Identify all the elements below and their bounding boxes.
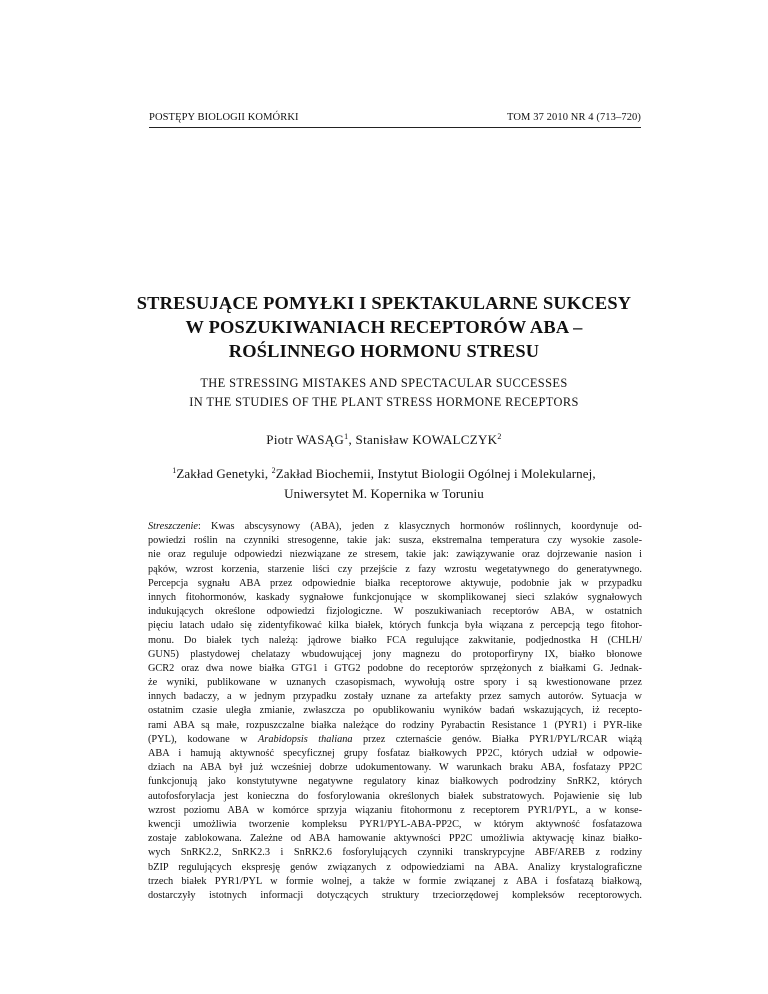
title-english-line-2: IN THE STUDIES OF THE PLANT STRESS HORMONE RECEPTORS	[189, 395, 579, 409]
abstract-text: trzech białek PYR1/PYL w formie wolnej, a także w formie związanej z ABA i fosfatazą białkową,	[148, 875, 642, 887]
abstract-text: nie oraz reguluje odpowiedzi niezwiązane ze stresem, takie jak: zawiązywanie oraz dojrzewanie nasion i	[148, 549, 642, 561]
title-english	[130, 374, 638, 412]
title-polish	[130, 291, 638, 363]
author-separator: ,	[348, 432, 356, 447]
abstract-line	[148, 875, 642, 889]
abstract-text: GUN5) plastydowej chelatazy wbudowującej jony magnezu do protoporfiryny IX, białko błonowe	[148, 648, 642, 660]
abstract-text: indukujących określone odpowiedzi fizjologiczne. W poszukiwaniach receptorów ABA, w ostatnich	[148, 606, 642, 618]
abstract-text: autofosforylacja jest konieczna do fosforylowania określonych białek substratowych. Pojawienie się lub	[148, 790, 642, 802]
abstract-line	[148, 861, 642, 875]
abstract-text: innych fitohormonów, kaskady sygnałowe funkcjonujące w skomplikowanej sieci szlaków sygnałowych	[148, 591, 642, 603]
abstract-text: monu. Do białek tych należą: jądrowe białko FCA regulujące zakwitanie, podjednostka H (CHLH/	[148, 634, 642, 646]
abstract-line	[148, 548, 642, 562]
header-rule	[149, 127, 641, 128]
abstract-italic-term: Arabidopsis thaliana	[258, 733, 353, 745]
abstract	[148, 520, 642, 903]
abstract-line	[148, 634, 642, 648]
abstract-text: funkcjonują jako konstytutywne negatywne regulatory kinaz białkowych podrodziny SnRK2, których	[148, 776, 642, 788]
abstract-line	[148, 619, 642, 633]
author-2: Stanisław KOWALCZYK	[355, 432, 498, 447]
abstract-line	[148, 591, 642, 605]
abstract-text: wzrost poziomu ABA w komórce sprzyja wiązaniu fitohormonu z receptorem PYR1/PYL, a w konse-	[148, 804, 642, 816]
volume-info: TOM 37 2010 NR 4 (713–720)	[507, 112, 641, 123]
abstract-text: innych badaczy, a w jednym przypadku zostały uznane za artefakty przez samych autorów. Sytuacja w	[148, 691, 642, 703]
abstract-text: pięciu latach udało się zidentyfikować kilka białek, których funkcja była wiązana z percepcją tego fitohor-	[148, 620, 642, 632]
abstract-line	[148, 605, 642, 619]
title-english-line-1: THE STRESSING MISTAKES AND SPECTACULAR SUCCESSES	[200, 376, 568, 390]
abstract-text: : Kwas abscysynowy (ABA), jeden z klasycznych hormonów roślinnych, koordynuje od-	[197, 521, 642, 532]
author-1-affiliation-mark: 1	[344, 432, 349, 441]
abstract-line	[148, 534, 642, 548]
abstract-text: zostaje zablokowana. Zależne od ABA hamowanie aktywności PP2C umożliwia aktywację kinaz białko-	[148, 833, 642, 845]
title-polish-line-3: ROŚLINNEGO HORMONU STRESU	[228, 341, 540, 361]
abstract-text: GCR2 oraz dwa nowe białka GTG1 i GTG2 podobne do receptorów sprzężonych z białkami G. Jednak-	[148, 662, 642, 674]
abstract-line	[148, 719, 642, 733]
abstract-line	[148, 648, 642, 662]
abstract-text: dziach na ABA był już wcześniej dobrze udokumentowany. W warunkach braku ABA, fosfatazy PP2C	[148, 762, 642, 774]
affiliation-1: Zakład Genetyki,	[176, 466, 272, 481]
title-polish-line-1: STRESUJĄCE POMYŁKI I SPEKTAKULARNE SUKCESY	[136, 293, 632, 313]
abstract-line	[148, 563, 642, 577]
abstract-text: pąków, wzrost korzenia, starzenie liści czy przejście z fazy wzrostu wegetatywnego do generatywnego.	[148, 563, 642, 575]
abstract-line	[148, 832, 642, 846]
abstract-line	[148, 662, 642, 676]
abstract-line	[148, 775, 642, 789]
abstract-line	[148, 520, 642, 534]
affiliation-2: Zakład Biochemii, Instytut Biologii Ogólnej i Molekularnej,	[275, 466, 596, 481]
abstract-text: przez czternaście genów. Białka PYR1/PYL/RCAR wiążą	[352, 733, 642, 745]
abstract-line	[148, 577, 642, 591]
affiliation-line-1	[130, 464, 638, 484]
abstract-line	[148, 676, 642, 690]
journal-name: POSTĘPY BIOLOGII KOMÓRKI	[149, 112, 299, 123]
abstract-line	[148, 818, 642, 832]
abstract-text: ostatnim czasie uległa zmianie, zwłaszcza po opublikowaniu wyników badań wskazujących, iż recepto-	[148, 705, 642, 717]
affiliation-line-2: Uniwersytet M. Kopernika w Toruniu	[284, 486, 484, 501]
title-polish-line-2: W POSZUKIWANIACH RECEPTORÓW ABA –	[185, 317, 583, 337]
abstract-text: dostarczyły istotnych informacji dotyczących struktury trzeciorzędowej kompleksów receptorowych.	[148, 889, 642, 901]
abstract-text: że wyniki, publikowane w uznanych czasopismach, wywołują ostre spory i są kwestionowane przez	[148, 677, 642, 689]
abstract-line	[148, 690, 642, 704]
abstract-text: rami ABA są małe, rozpuszczalne białka należące do rodziny Pyrabactin Resistance 1 (PYR1) i PYR-like	[148, 719, 642, 731]
abstract-line	[148, 733, 642, 747]
abstract-line	[148, 704, 642, 718]
abstract-line	[148, 846, 642, 860]
abstract-line	[148, 804, 642, 818]
abstract-line	[148, 747, 642, 761]
abstract-line	[148, 790, 642, 804]
abstract-text: powiedzi roślin na czynniki stresogenne, takie jak: susza, ekstremalna temperatura czy wysokie zasole-	[148, 535, 642, 547]
author-1: Piotr WASĄG	[266, 432, 345, 447]
authors	[130, 432, 638, 448]
abstract-text: ABA i hamują aktywność specyficznej grupy fosfataz białkowych PP2C, których udział w odpowie-	[148, 748, 642, 759]
abstract-line	[148, 889, 642, 903]
abstract-text: wych SnRK2.2, SnRK2.3 i SnRK2.6 fosforylujących czynniki transkrypcyjne ABF/AREB z rodziny	[148, 847, 642, 859]
author-2-affiliation-mark: 2	[497, 432, 502, 441]
affiliation	[130, 464, 638, 504]
running-header	[149, 112, 641, 126]
abstract-text: kwencji umożliwia tworzenie kompleksu PYR1/PYL-ABA-PP2C, w którym aktywność fosfatazowa	[148, 818, 642, 830]
abstract-text: bZIP regulujących ekspresję genów związanych z odpowiedziami na ABA. Analizy krystalograficzne	[148, 861, 642, 873]
abstract-text: Percepcja sygnału ABA przez odpowiednie białka receptorowe aktywuje, podobnie jak w przypadku	[148, 577, 642, 589]
abstract-line	[148, 761, 642, 775]
abstract-text: (PYL), kodowane w	[148, 733, 259, 745]
affiliation-mark-2: 2	[271, 466, 276, 475]
affiliation-mark-1: 1	[172, 466, 177, 475]
abstract-label: Streszczenie	[148, 521, 198, 532]
